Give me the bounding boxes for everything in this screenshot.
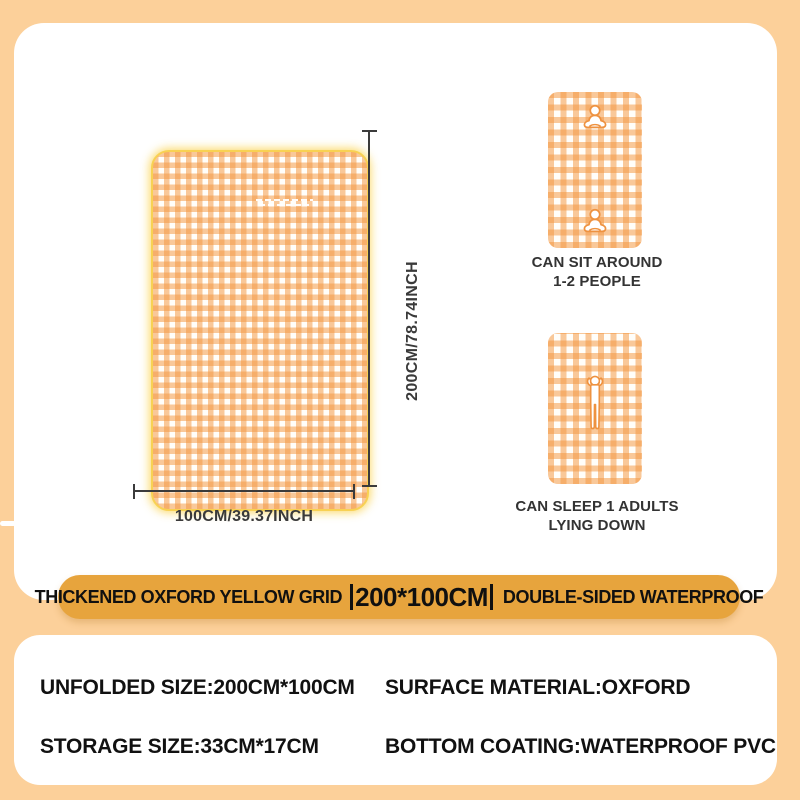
picnic-mat-image xyxy=(151,150,369,511)
sleep-caption-line1: CAN SLEEP 1 ADULTS xyxy=(515,498,679,515)
sit-caption xyxy=(500,253,694,291)
thumbnail-sleep-mat xyxy=(548,333,642,484)
spec-unfolded-size: UNFOLDED SIZE:200CM*100CM xyxy=(40,676,355,699)
sit-caption-line2: 1-2 PEOPLE xyxy=(553,273,641,290)
width-dimension-label: 100CM/39.37INCH xyxy=(174,508,314,525)
sleep-caption xyxy=(500,497,694,535)
banner-text-left: THICKENED OXFORD YELLOW GRID xyxy=(34,586,343,607)
sitting-person-icon xyxy=(578,103,612,135)
height-dimension-cap-top xyxy=(362,130,377,132)
banner-size-text: 200*100CM xyxy=(355,581,488,612)
sleep-caption-line2: LYING DOWN xyxy=(548,517,646,534)
width-dimension-cap-right xyxy=(353,484,355,499)
sit-caption-line1: CAN SIT AROUND xyxy=(531,254,663,271)
spec-storage-size: STORAGE SIZE:33CM*17CM xyxy=(40,735,319,758)
spec-bottom-coating: BOTTOM COATING:WATERPROOF PVC xyxy=(385,735,776,758)
sitting-person-icon xyxy=(578,207,612,239)
lenticular-bracket-close-icon xyxy=(490,584,493,610)
specs-card xyxy=(14,635,777,785)
thumbnail-sit-mat xyxy=(548,92,642,248)
width-dimension-line xyxy=(133,490,355,492)
lying-person-icon xyxy=(580,372,610,436)
height-dimension-cap-bottom xyxy=(362,485,377,487)
height-dimension-label: 200CM/78.74INCH xyxy=(404,261,421,401)
lenticular-bracket-open-icon xyxy=(350,584,353,610)
stitch-mark xyxy=(256,199,313,201)
title-banner xyxy=(34,575,764,619)
edge-mark xyxy=(0,521,16,526)
stitch-mark xyxy=(259,204,309,206)
spec-surface-material: SURFACE MATERIAL:OXFORD xyxy=(385,676,691,699)
banner-text-right: DOUBLE-SIDED WATERPROOF xyxy=(502,586,764,607)
height-dimension-line xyxy=(368,131,370,486)
width-dimension-cap-left xyxy=(133,484,135,499)
